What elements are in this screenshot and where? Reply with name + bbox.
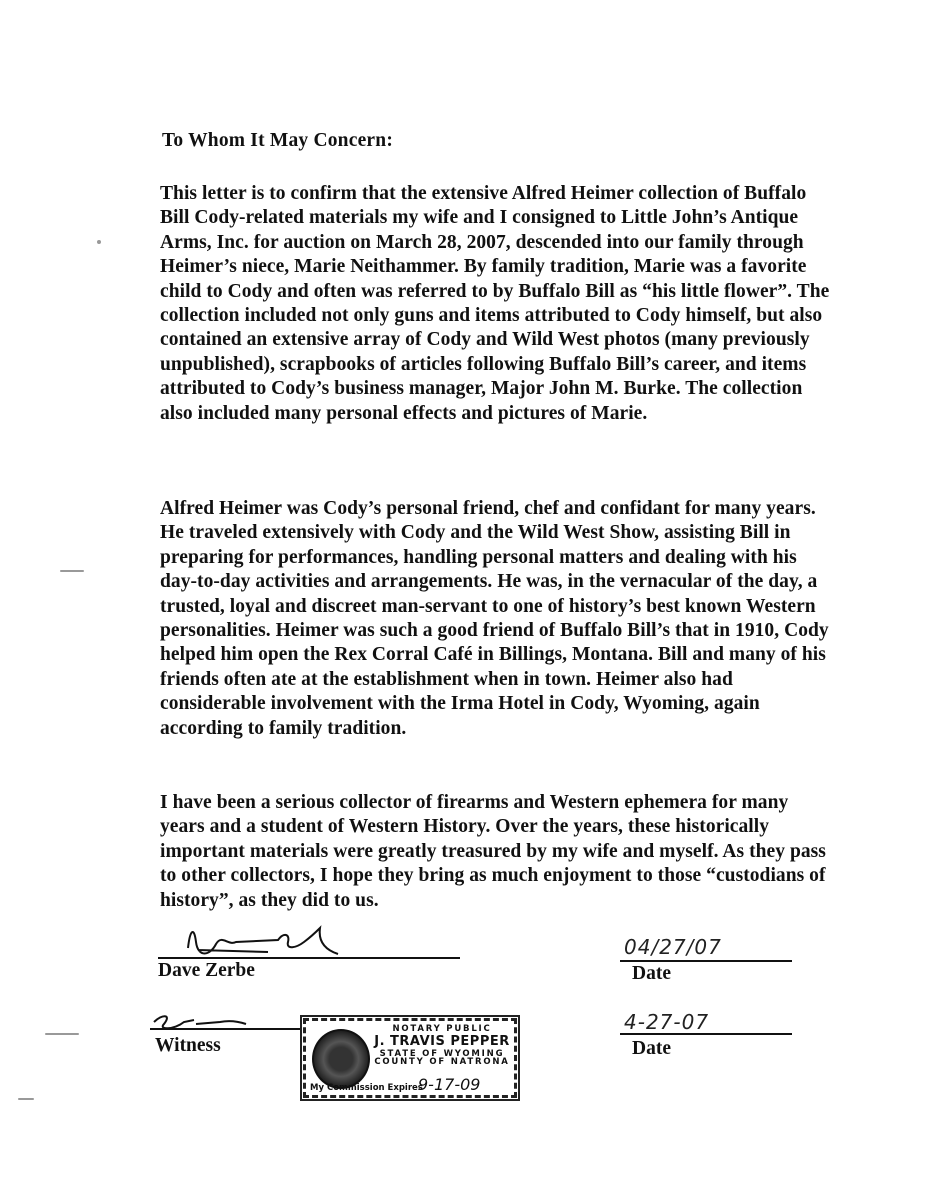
notary-text-block [370,1025,514,1067]
witness-date-line [620,1033,792,1035]
witness-signature-line [150,1028,302,1030]
signer-date-label: Date [632,963,671,984]
notary-heading: NOTARY PUBLIC [392,1024,492,1034]
notary-name: J. TRAVIS PEPPER [374,1033,510,1049]
notary-seal-icon [312,1029,370,1089]
salutation: To Whom It May Concern: [162,130,394,151]
signer-date-line [620,960,792,962]
signer-date-value: 04/27/07 [624,935,722,959]
signer-name-label: Dave Zerbe [158,960,255,981]
signer-signature-line [158,957,460,959]
notary-state: STATE OF WYOMING [379,1048,505,1059]
notary-commission-date: 9-17-09 [418,1075,481,1094]
scan-speck [45,1033,79,1035]
scan-speck [97,240,101,244]
notary-stamp [303,1018,517,1098]
witness-date-value: 4-27-07 [624,1010,710,1034]
paragraph-3: I have been a serious collector of firearms and Western ephemera for many years and a student of Western History. Over the years, these historically important materials were greatly treasured by my wife and myself. As they pass to other collectors, I hope they bring as much enjoyment to those “custodians of history”, as they did to us. [160,792,826,911]
paragraph-1: This letter is to confirm that the extensive Alfred Heimer collection of Buffalo Bill Cody-related materials my wife and I consigned to Little John’s Antique Arms, Inc. for auction on March 28, 2007, descended into our family through Heimer’s niece, Marie Neithammer. By family tradition, Marie was a favorite child to Cody and often was referred to by Buffalo Bill as “his little flower”. The collection included not only guns and items attributed to Cody himself, but also contained an extensive array of Cody and Wild West photos (many previously unpublished), scrapbooks of articles following Buffalo Bill’s career, and items attributed to Cody’s business manager, Major John M. Burke. The collection also included many personal effects and pictures of Marie. [160,183,830,424]
paragraph-2: Alfred Heimer was Cody’s personal friend, chef and confidant for many years. He traveled extensively with Cody and the Wild West Show, assisting Bill in preparing for performances, handling personal matters and dealing with his day-to-day activities and arrangements. He was, in the vernacular of the day, a trusted, loyal and discreet man-servant to one of history’s best known Western personalities. Heimer was such a good friend of Buffalo Bill’s that in 1910, Cody helped him open the Rex Corral Café in Billings, Montana. Bill and many of his friends often ate at the establishment when in town. Heimer also had considerable involvement with the Irma Hotel in Cody, Wyoming, again according to family tradition. [160,498,829,739]
witness-label: Witness [155,1035,221,1056]
witness-date-label: Date [632,1038,671,1059]
notary-commission-label: My Commission Expires [310,1083,423,1093]
scan-speck [60,570,84,572]
notary-county: COUNTY OF NATRONA [374,1057,510,1068]
scan-speck [18,1098,34,1100]
